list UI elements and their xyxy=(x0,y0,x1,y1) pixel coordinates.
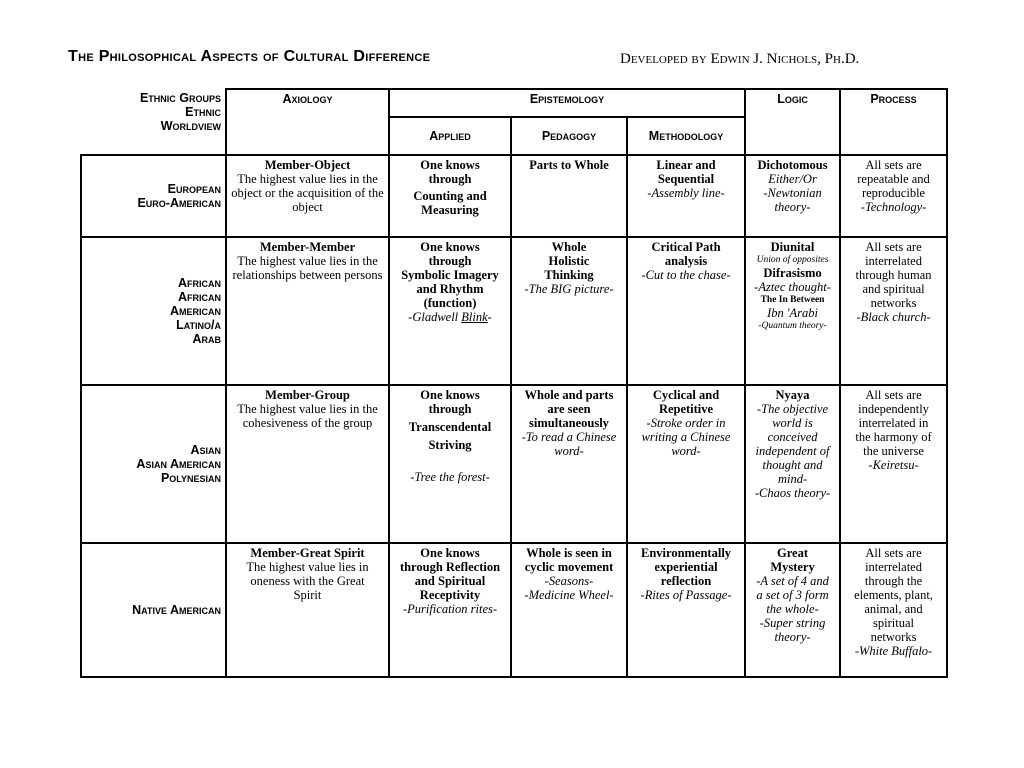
gladwell-note: -Gladwell Blink- xyxy=(408,310,492,324)
group-european: European Euro-American xyxy=(81,155,226,237)
epistemology-header: Epistemology xyxy=(389,89,745,117)
applied-cell: One knows through Transcendental Striving -Tree the forest- xyxy=(389,385,511,543)
applied-header: Applied xyxy=(389,117,511,155)
applied-cell: One knows through Reflection and Spiritual Receptivity -Purification rites- xyxy=(389,543,511,677)
author-credit: Developed by Edwin J. Nichols, Ph.D. xyxy=(620,51,860,67)
pedagogy-cell: Parts to Whole xyxy=(511,155,627,237)
logic-cell: Great Mystery -A set of 4 and a set of 3 form the whole- -Super string theory- xyxy=(745,543,840,677)
process-cell: All sets are independently interrelated in the harmony of the universe -Keiretsu- xyxy=(840,385,947,543)
pedagogy-cell: Whole is seen in cyclic movement -Seasons- -Medicine Wheel- xyxy=(511,543,627,677)
cultural-difference-table xyxy=(80,88,948,678)
table-row xyxy=(81,543,947,677)
axiology-cell: Member-Group The highest value lies in the cohesiveness of the group xyxy=(226,385,389,543)
table-row xyxy=(81,155,947,237)
process-header: Process xyxy=(840,89,947,155)
group-african: African African American Latino/a Arab xyxy=(81,237,226,385)
logic-cell: Nyaya -The objective world is conceived independent of thought and mind- -Chaos theory- xyxy=(745,385,840,543)
axiology-cell: Member-Member The highest value lies in the relationships between persons xyxy=(226,237,389,385)
table-row xyxy=(81,237,947,385)
process-cell: All sets are interrelated through human and spiritual networks -Black church- xyxy=(840,237,947,385)
applied-cell: One knows through Symbolic Imagery and Rhythm (function) -Gladwell Blink- xyxy=(389,237,511,385)
methodology-cell: Linear and Sequential -Assembly line- xyxy=(627,155,745,237)
logic-header: Logic xyxy=(745,89,840,155)
pedagogy-header: Pedagogy xyxy=(511,117,627,155)
methodology-cell: Cyclical and Repetitive -Stroke order in writing a Chinese word- xyxy=(627,385,745,543)
applied-cell: One knows through Counting and Measuring xyxy=(389,155,511,237)
header-row xyxy=(81,89,947,117)
table-row xyxy=(81,385,947,543)
methodology-cell: Environmentally experiential reflection -Rites of Passage- xyxy=(627,543,745,677)
methodology-header: Methodology xyxy=(627,117,745,155)
process-cell: All sets are repeatable and reproducible -Technology- xyxy=(840,155,947,237)
pedagogy-cell: Whole Holistic Thinking -The BIG picture- xyxy=(511,237,627,385)
group-asian: Asian Asian American Polynesian xyxy=(81,385,226,543)
logic-cell: Diunital Union of opposites Difrasismo -Aztec thought- The In Between Ibn 'Arabi -Quantum theory- xyxy=(745,237,840,385)
process-cell: All sets are interrelated through the elements, plant, animal, and spiritual networks -White Buffalo- xyxy=(840,543,947,677)
group-native-american: Native American xyxy=(81,543,226,677)
pedagogy-cell: Whole and parts are seen simultaneously -To read a Chinese word- xyxy=(511,385,627,543)
page-title: The Philosophical Aspects of Cultural Difference xyxy=(68,48,431,65)
axiology-cell: Member-Object The highest value lies in the object or the acquisition of the object xyxy=(226,155,389,237)
ethnic-groups-header: Ethnic Groups Ethnic Worldview xyxy=(81,89,226,155)
methodology-cell: Critical Path analysis -Cut to the chase- xyxy=(627,237,745,385)
axiology-cell: Member-Great Spirit The highest value lies in oneness with the Great Spirit xyxy=(226,543,389,677)
logic-cell: Dichotomous Either/Or -Newtonian theory- xyxy=(745,155,840,237)
axiology-header: Axiology xyxy=(226,89,389,155)
